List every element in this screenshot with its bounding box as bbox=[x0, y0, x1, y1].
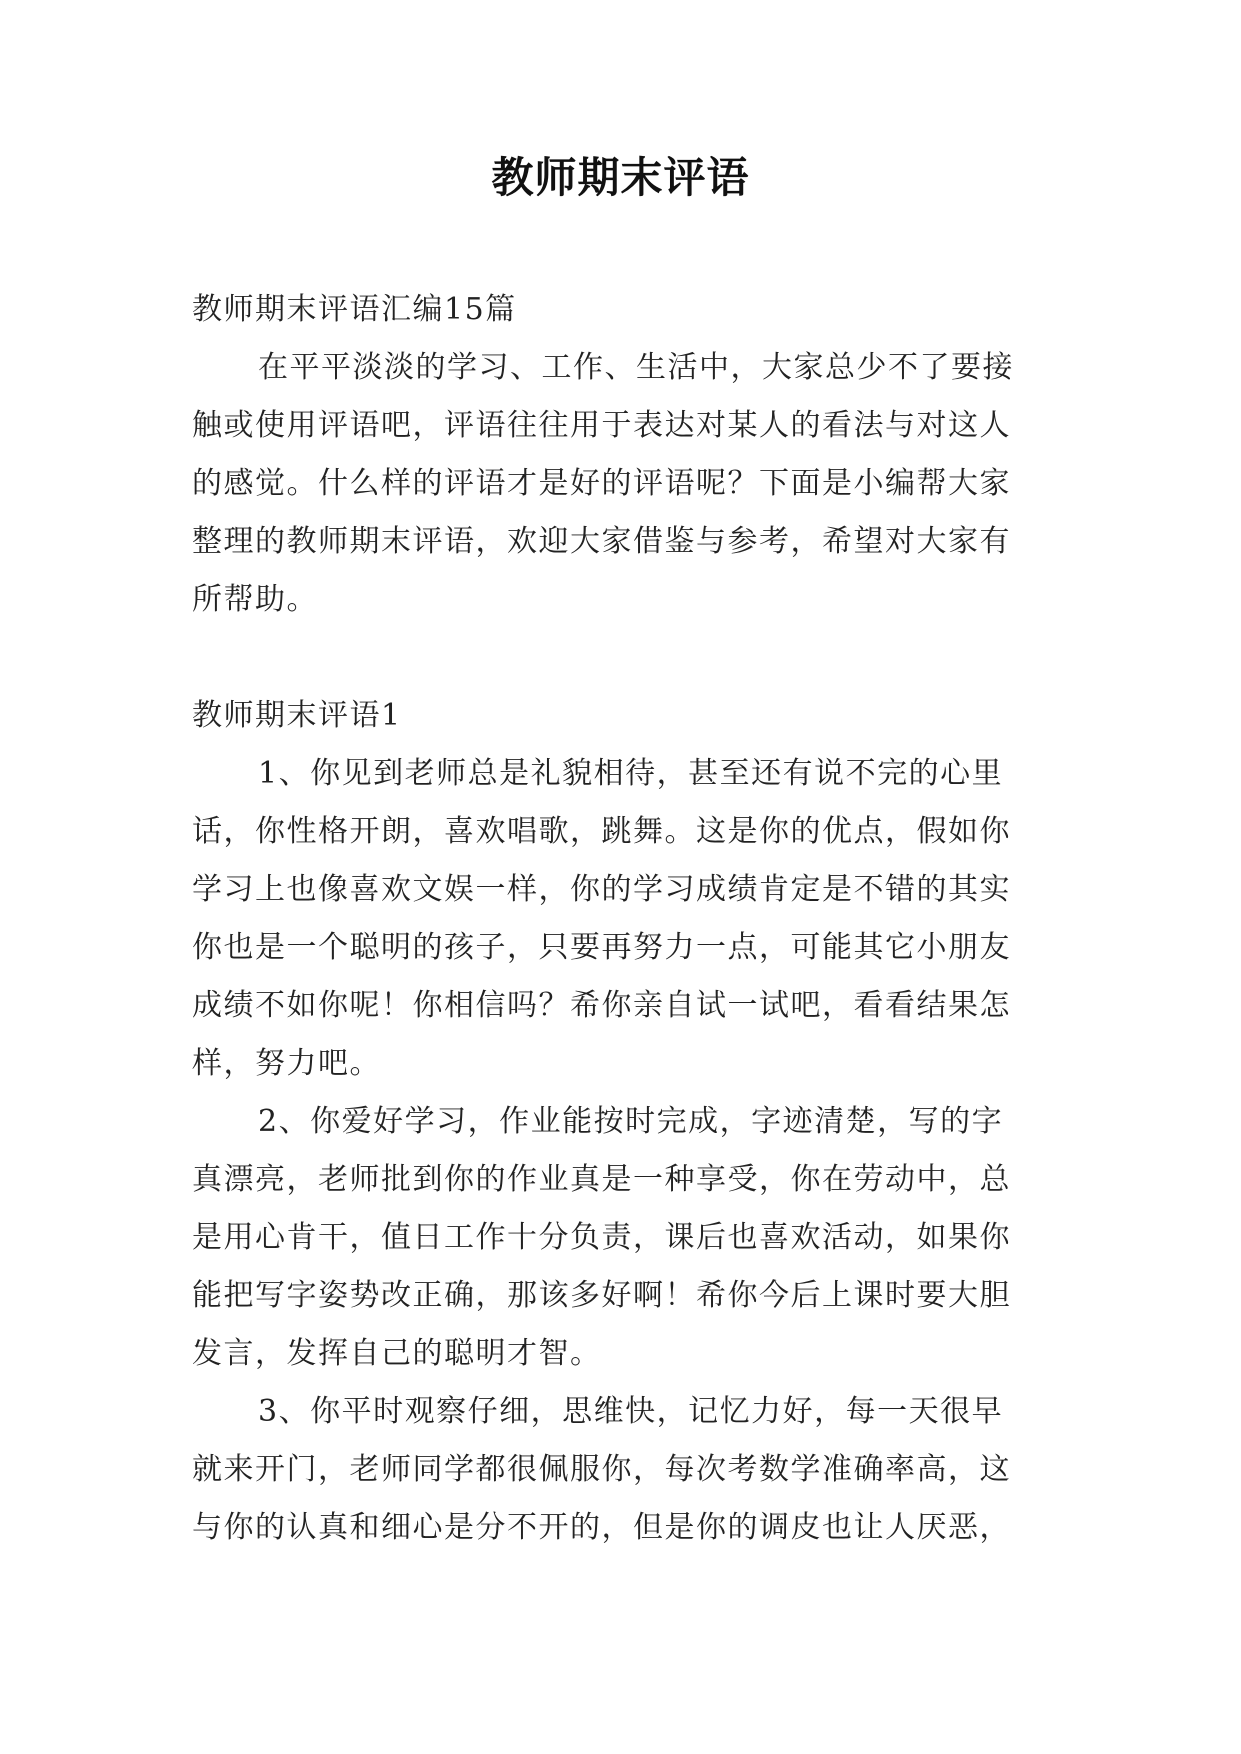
comment-item-1 bbox=[192, 745, 1050, 1093]
paragraph-line: 学习上也像喜欢文娱一样，你的学习成绩肯定是不错的其实 bbox=[192, 872, 1011, 907]
paragraph-line: 能把写字姿势改正确，那该多好啊！希你今后上课时要大胆 bbox=[192, 1278, 1011, 1313]
paragraph-line: 成绩不如你呢！你相信吗？希你亲自试一试吧，看看结果怎 bbox=[192, 988, 1011, 1023]
paragraph-line: 3、你平时观察仔细，思维快，记忆力好，每一天很早 bbox=[258, 1394, 1004, 1429]
paragraph-line: 2、你爱好学习，作业能按时完成，字迹清楚，写的字 bbox=[258, 1104, 1004, 1139]
paragraph-line: 触或使用评语吧，评语往往用于表达对某人的看法与对这人 bbox=[192, 408, 1011, 443]
comment-item-2 bbox=[192, 1093, 1050, 1383]
paragraph-line: 话，你性格开朗，喜欢唱歌，跳舞。这是你的优点，假如你 bbox=[192, 814, 1011, 849]
document-title: 教师期末评语 bbox=[491, 153, 750, 202]
paragraph-line: 所帮助。 bbox=[192, 582, 318, 617]
paragraph-line: 真漂亮，老师批到你的作业真是一种享受，你在劳动中，总 bbox=[192, 1162, 1011, 1197]
paragraph-line: 与你的认真和细心是分不开的，但是你的调皮也让人厌恶， bbox=[192, 1510, 1011, 1545]
paragraph-line: 整理的教师期末评语，欢迎大家借鉴与参考，希望对大家有 bbox=[192, 524, 1011, 559]
paragraph-spacer bbox=[192, 629, 1050, 687]
comment-item-3 bbox=[192, 1383, 1050, 1557]
section-heading: 教师期末评语1 bbox=[192, 698, 402, 733]
intro-paragraph bbox=[192, 339, 1050, 629]
paragraph-line: 是用心肯干，值日工作十分负责，课后也喜欢活动，如果你 bbox=[192, 1220, 1011, 1255]
document-subtitle: 教师期末评语汇编15篇 bbox=[192, 292, 517, 327]
paragraph-line: 发言，发挥自己的聪明才智。 bbox=[192, 1336, 602, 1371]
paragraph-line: 就来开门，老师同学都很佩服你，每次考数学准确率高，这 bbox=[192, 1452, 1011, 1487]
paragraph-line: 1、你见到老师总是礼貌相待，甚至还有说不完的心里 bbox=[258, 756, 1004, 791]
paragraph-line: 你也是一个聪明的孩子，只要再努力一点，可能其它小朋友 bbox=[192, 930, 1011, 965]
paragraph-line: 在平平淡淡的学习、工作、生活中，大家总少不了要接 bbox=[258, 350, 1014, 385]
document-body bbox=[192, 281, 1050, 1557]
paragraph-line: 样，努力吧。 bbox=[192, 1046, 381, 1081]
paragraph-line: 的感觉。什么样的评语才是好的评语呢？下面是小编帮大家 bbox=[192, 466, 1011, 501]
